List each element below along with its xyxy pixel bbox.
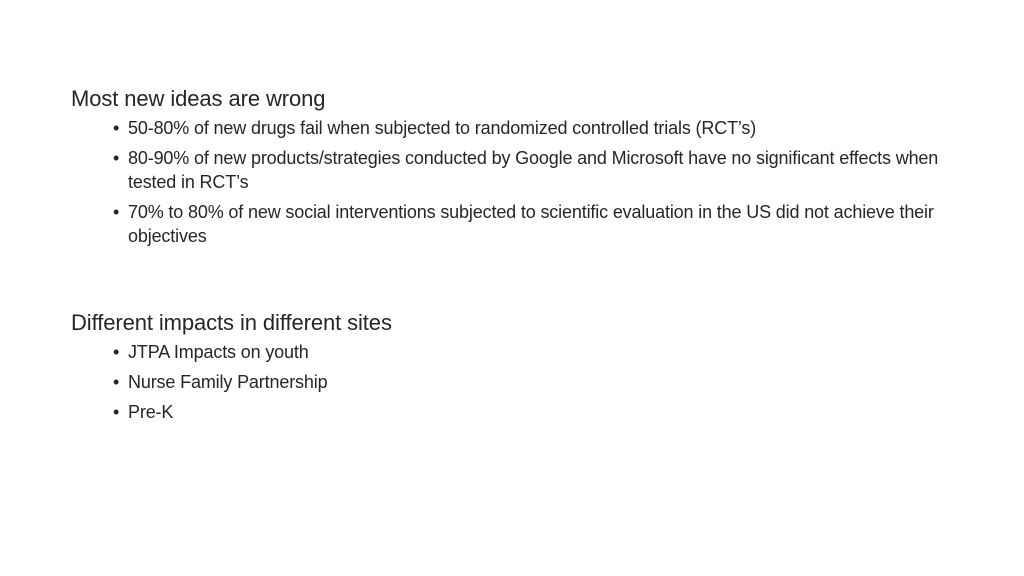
bullet-list — [71, 340, 951, 424]
bullet-text: Pre-K — [128, 402, 174, 422]
bullet-icon: • — [113, 202, 120, 222]
bullet-icon: • — [113, 118, 120, 138]
bullet-item — [71, 400, 951, 424]
bullet-item — [71, 200, 951, 248]
bullet-item — [71, 116, 951, 140]
bullet-item — [71, 370, 951, 394]
bullet-text: 50-80% of new drugs fail when subjected to randomized controlled trials (RCT’s) — [128, 118, 757, 138]
section-most-new-ideas — [71, 84, 951, 254]
bullet-text: 80-90% of new products/strategies conducted by Google and Microsoft have no significant effects when tested in RCT’s — [128, 148, 939, 192]
bullet-text: 70% to 80% of new social interventions subjected to scientific evaluation in the US did not achieve their objectives — [128, 202, 934, 246]
bullet-item — [71, 146, 951, 194]
bullet-icon: • — [113, 342, 120, 362]
bullet-item — [71, 340, 951, 364]
section-different-impacts — [71, 308, 951, 430]
bullet-list — [71, 116, 951, 248]
bullet-text: JTPA Impacts on youth — [128, 342, 309, 362]
section-heading: Different impacts in different sites — [71, 310, 392, 335]
section-heading: Most new ideas are wrong — [71, 86, 326, 111]
bullet-icon: • — [113, 372, 120, 392]
bullet-icon: • — [113, 148, 120, 168]
bullet-text: Nurse Family Partnership — [128, 372, 328, 392]
bullet-icon: • — [113, 402, 120, 422]
